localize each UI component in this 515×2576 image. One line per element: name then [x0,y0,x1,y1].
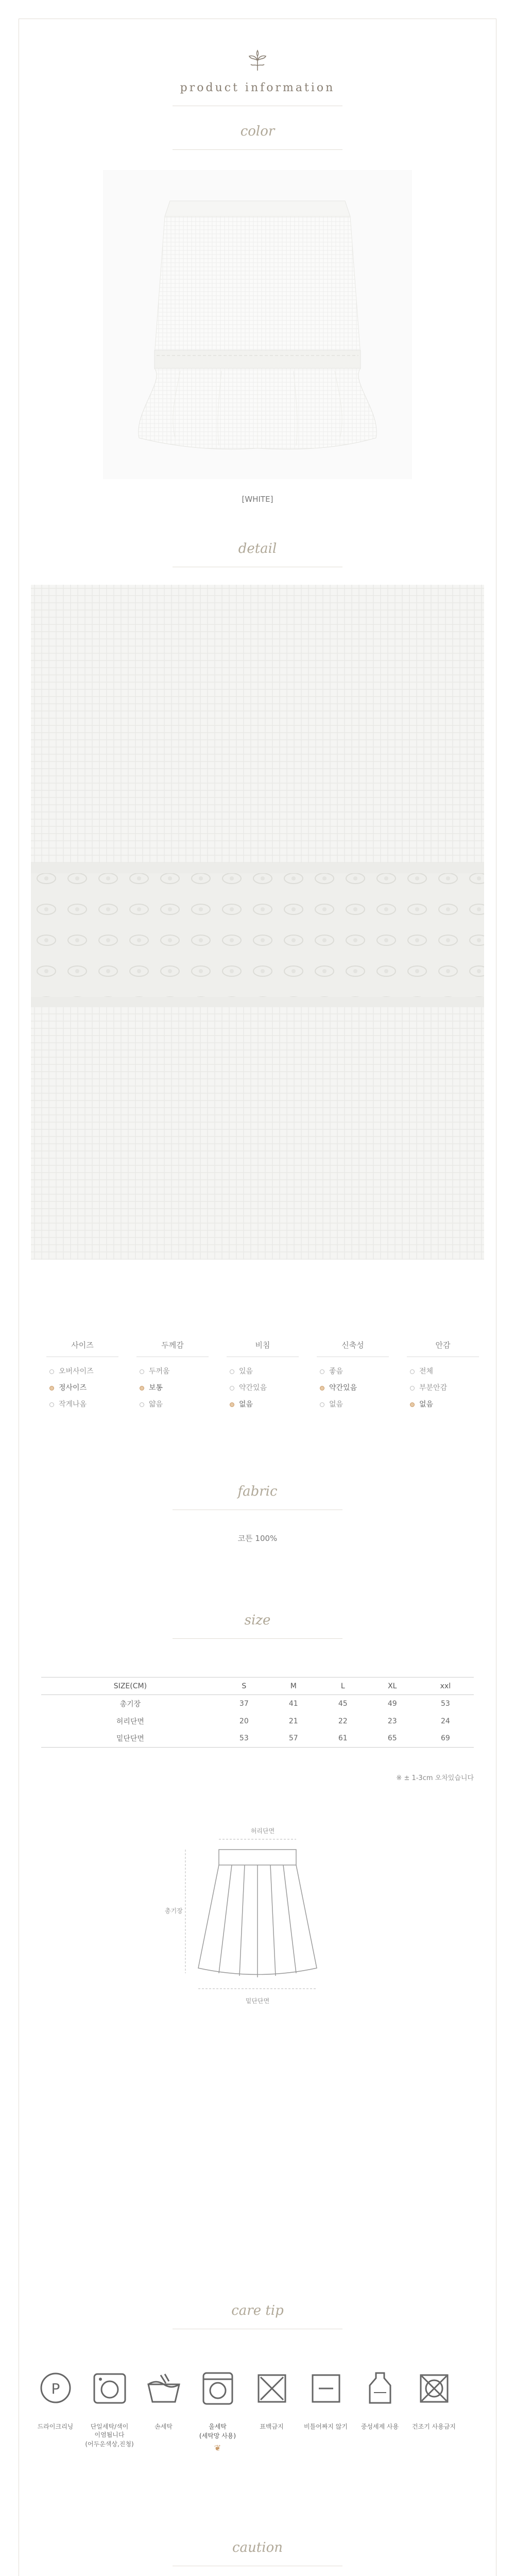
feature-col-sheer [227,1340,299,1413]
feature-option: 오버사이즈 [46,1363,118,1380]
feature-option-selected: 없음 [407,1396,479,1413]
no-dryer-icon [414,2370,455,2406]
feature-option: 작게나옴 [46,1396,118,1413]
care-no-dryer: 건조기 사용금지 [407,2370,461,2444]
skirt-illustration [103,170,412,479]
diagram-label-hem: 밑단단면 [245,1997,270,2005]
feature-option: 두꺼움 [136,1363,209,1380]
care-separate-wash: 단일세탁/색이 이염됩니다 (어두운색상,진청) [82,2370,136,2448]
color-divider [173,149,342,150]
feature-head: 안감 [407,1340,479,1357]
care-no-wring: 비틀어짜지 않기 [299,2370,353,2444]
section-title-detail: detail [238,541,277,556]
feature-col-stretch [317,1340,389,1413]
detail-photo-lace [31,585,484,1260]
feature-option: 있음 [227,1363,299,1380]
washing-machine-icon [197,2370,238,2406]
hand-wash-icon [143,2370,184,2406]
detail-closeup [31,585,484,1260]
care-hand-wash: 손세탁 [136,2370,191,2444]
separate-wash-icon [89,2370,130,2406]
feature-head: 두께감 [136,1340,209,1357]
feature-option: 부분안감 [407,1380,479,1396]
section-title-caution: caution [232,2540,283,2555]
feature-option: 좋음 [317,1363,389,1380]
feature-head: 비침 [227,1340,299,1357]
brand-logo [245,49,270,75]
table-row: 허리단면 20 21 22 23 24 [116,1717,450,1726]
color-swatch-label: [WHITE] [242,495,273,504]
feature-head: 신축성 [317,1340,389,1357]
feature-col-size [46,1340,118,1413]
selected-mark-icon: ❦ [214,2443,221,2453]
brand-subtitle: product information [180,81,335,94]
product-photo-skirt [103,170,412,479]
detergent-bottle-icon [359,2370,401,2406]
feature-col-thickness [136,1340,209,1413]
feature-option: 없음 [317,1396,389,1413]
diagram-label-length: 총기장 [165,1907,183,1914]
feature-option: 약간있음 [227,1380,299,1396]
dry-clean-icon [35,2370,76,2406]
size-table [41,1677,474,1748]
size-note: ※ ± 1-3cm 오차있습니다 [396,1774,474,1782]
care-dry-clean: P 드라이크리닝 [28,2370,82,2444]
care-wool-wash: 울세탁 (세탁망 사용) ❦ [191,2370,245,2453]
no-wring-icon [305,2370,347,2406]
section-title-fabric: fabric [237,1484,278,1499]
section-title-color: color [240,124,275,139]
care-no-bleach: 표백금지 [245,2370,299,2444]
section-title-care: care tip [231,2303,284,2318]
diagram-label-waist: 허리단면 [250,1827,275,1835]
feature-option: 얇음 [136,1396,209,1413]
fabric-text: 코튼 100% [237,1534,278,1543]
feature-option: 전체 [407,1363,479,1380]
skirt-measure-diagram [170,1819,345,2004]
feature-head: 사이즈 [46,1340,118,1357]
table-row: 밑단단면 53 57 61 65 69 [41,1730,474,1748]
size-table-header: SIZE(CM) S M L XL xxl [41,1677,474,1695]
feature-col-lining [407,1340,479,1413]
table-row: 총기장 37 41 45 49 53 [119,1699,450,1708]
feature-option-selected: 보통 [136,1380,209,1396]
no-bleach-icon [251,2370,293,2406]
svg-text:P: P [51,2380,60,2397]
feature-option-selected: 약간있음 [317,1380,389,1396]
care-neutral-detergent: 중성세제 사용 [353,2370,407,2444]
feature-option-selected: 없음 [227,1396,299,1413]
feature-option-selected: 정사이즈 [46,1380,118,1396]
section-title-size: size [244,1613,271,1628]
size-divider [173,1638,342,1639]
